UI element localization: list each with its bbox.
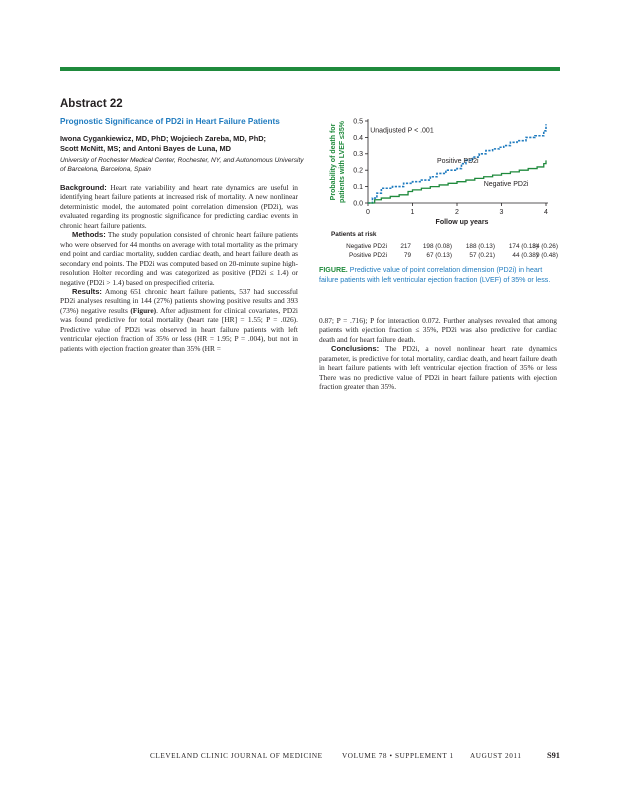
background-heading: Background: xyxy=(60,183,107,192)
y-tick-label: 0.4 xyxy=(353,134,363,142)
risk-row-label: Negative PD2i xyxy=(346,243,387,250)
header-rule xyxy=(60,67,560,71)
risk-row-label: Positive PD2i xyxy=(348,252,387,259)
risk-cell: 9 (0.48) xyxy=(535,252,558,259)
results-text-continued: . After adjustment for clinical covariates, PD2i was found predictive for total mortality (heart rate [HR] = 1.55; P = .026). Predictive value of PD2i was observed in heart failure patients with left ventricular ejection fraction of 35% or less (HR = 1.95; P = .004), but not in patients with ejection fraction greater than 35% (HR = xyxy=(60,305,298,353)
page-footer xyxy=(60,752,560,764)
p-value-annotation: Unadjusted P < .001 xyxy=(370,127,434,135)
methods-text: The study population consisted of chronic heart failure patients who were observed for 44 months on average with total mortality as the primary end point and cardiac mortality, sudden cardiac death, and heart failure death as secondary end points. The PD2i was computed based on 20-minute supine high-resolution Holter recording and was categorized as positive (PD2i ≤ 1.4) or negative (PD2i > 1.4) based on prespecified criteria. xyxy=(60,230,299,287)
footer-journal: CLEVELAND CLINIC JOURNAL OF MEDICINE xyxy=(150,752,323,760)
risk-table-heading: Patients at risk xyxy=(331,231,377,238)
risk-cell: 217 xyxy=(400,243,411,250)
affiliation xyxy=(60,156,305,174)
x-tick-label: 0 xyxy=(366,209,370,216)
y-tick-label: 0.1 xyxy=(353,184,363,191)
authors-line: Scott McNitt, MS; and Antoni Bayes de Luna, MD xyxy=(60,144,231,153)
results-heading: Results: xyxy=(72,286,102,296)
conclusions-heading: Conclusions: xyxy=(331,344,380,354)
risk-cell: 57 (0.21) xyxy=(469,252,495,259)
caption-text: Predictive value of point correlation dimension (PD2i) in heart failure patients with left ventricular ejection fraction (LVEF) of 35% or less. xyxy=(319,266,551,284)
risk-cell: 79 xyxy=(403,252,411,259)
risk-cell: 198 (0.08) xyxy=(422,243,452,250)
page-number: S91 xyxy=(546,751,560,760)
risk-cell: 44 (0.38) xyxy=(512,252,538,259)
y-tick-label: 0.0 xyxy=(353,200,363,208)
x-tick-label: 4 xyxy=(544,209,548,216)
y-tick-label: 0.5 xyxy=(353,118,363,126)
methods-paragraph xyxy=(60,230,298,287)
y-tick-label: 0.2 xyxy=(353,167,363,175)
y-tick-label: 0.3 xyxy=(353,151,363,159)
figure-reference: (Figure) xyxy=(130,305,157,315)
conclusions-paragraph xyxy=(319,344,557,391)
series-label-positive: Positive PD2i xyxy=(436,157,479,165)
x-tick-label: 2 xyxy=(455,209,459,216)
background-text: Heart rate variability and heart rate dynamics are useful in identifying heart failure patients at increased risk of mortality. A new nonlinear deterministic model, the automated point correlation dimension (PD2i), was evaluated regarding its prognostic significance for predicting cardiac events in chronic heart failure patients. xyxy=(60,183,298,230)
results-text: Among 651 chronic heart failure patients, 537 had successful PD2i analyses resulting in 144 (27%) patients showing positive results and 393 (73%) negative results xyxy=(60,286,298,315)
authors xyxy=(60,134,305,154)
affiliation-line: University of Rochester Medical Center, Rochester, NY, and Autonomous University xyxy=(60,157,304,164)
abstract-title: Prognostic Significance of PD2i in Heart Failure Patients xyxy=(60,117,280,126)
conclusions-text: The PD2i, a novel nonlinear heart rate dynamics parameter, is predictive for total mortality, cardiac death, and heart failure death in heart failure patients with left ventricular ejection fraction of 35% or less There was no predictive value of PD2i in heart failure patients with ejection fraction greater than 35%. xyxy=(319,344,558,392)
risk-cell: 174 (0.18) xyxy=(508,243,538,250)
left-column xyxy=(60,183,298,353)
results-continued-paragraph: 0.87; P = .716); P for interaction 0.072. Further analyses revealed that among patients with ejection fraction ≤ 35%, PD2i was also predictive for cardiac death and for heart failure death. xyxy=(319,316,557,344)
risk-row-negative xyxy=(323,242,558,251)
x-axis-label: Follow up years xyxy=(435,219,489,226)
abstract-label: Abstract 22 xyxy=(60,98,123,110)
risk-row-positive xyxy=(323,251,558,260)
footer-date: AUGUST 2011 xyxy=(470,752,522,760)
risk-cell: 188 (0.13) xyxy=(465,243,495,250)
y-axis-label: patients with LVEF ≤35% xyxy=(339,121,346,203)
caption-lead: FIGURE. xyxy=(319,266,348,274)
authors-line: Iwona Cygankiewicz, MD, PhD; Wojciech Zareba, MD, PhD; xyxy=(60,134,267,143)
risk-cell: 67 (0.13) xyxy=(426,252,452,259)
figure-caption xyxy=(319,266,559,285)
footer-volume: VOLUME 78 • SUPPLEMENT 1 xyxy=(342,752,454,760)
results-paragraph xyxy=(60,287,298,353)
series-label-negative: Negative PD2i xyxy=(483,180,529,188)
x-tick-label: 3 xyxy=(499,209,504,216)
x-tick-label: 1 xyxy=(410,209,415,216)
km-chart xyxy=(317,109,562,227)
figure xyxy=(317,109,562,269)
affiliation-line: of Barcelona, Barcelona, Spain xyxy=(60,166,151,173)
methods-heading: Methods: xyxy=(72,230,106,240)
background-paragraph xyxy=(60,183,298,230)
risk-cell: 34 (0.26) xyxy=(532,243,558,250)
right-column xyxy=(319,316,557,392)
y-axis-label: Probability of death for xyxy=(330,123,337,201)
